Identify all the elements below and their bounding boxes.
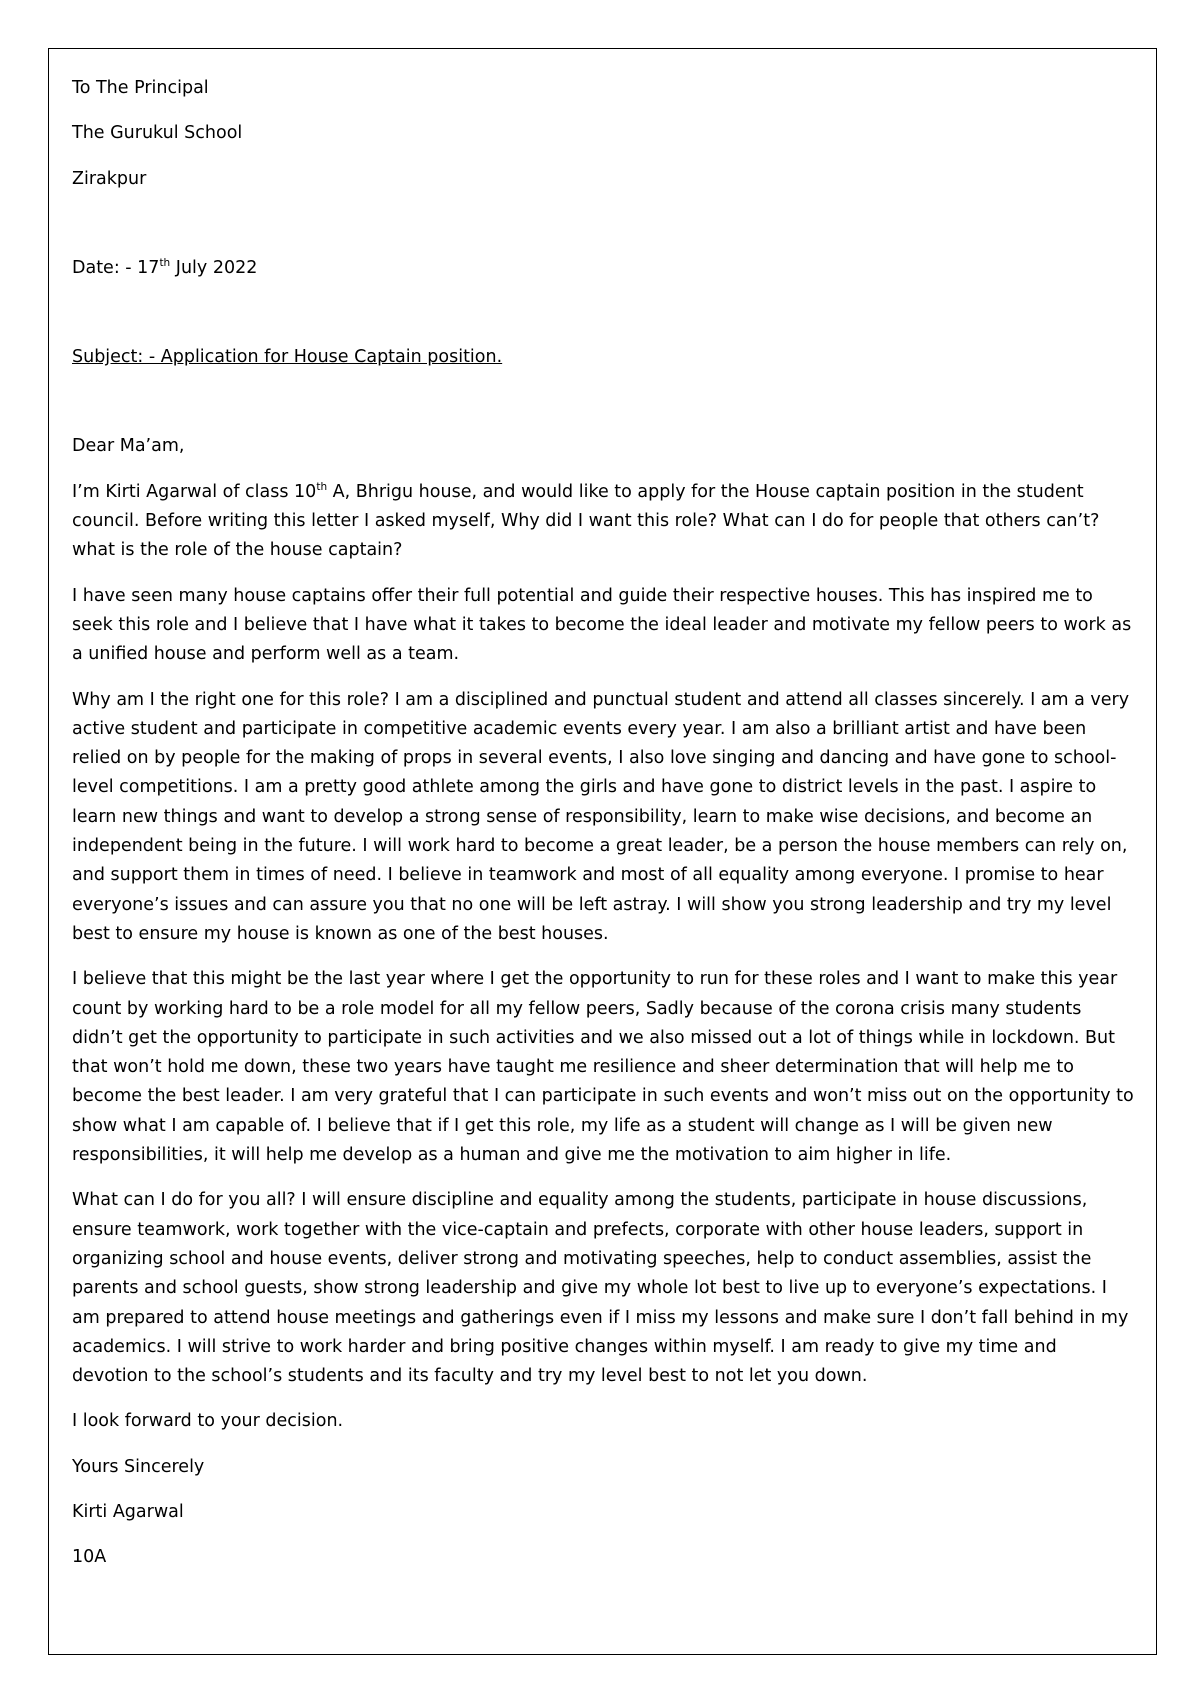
date-suffix: July 2022 xyxy=(170,257,258,278)
salutation: Dear Ma’am, xyxy=(72,436,185,457)
date-ordinal: th xyxy=(159,257,171,270)
signatory-name: Kirti Agarwal xyxy=(72,1501,184,1522)
signatory-class: 10A xyxy=(72,1547,107,1568)
paragraph-commitments: What can I do for you all? I will ensure discipline and equality among the students, participate in house discussions, ensure teamwork, work together with the vice-captain and prefects, corporate with other house leaders, support in organizing school and house events, deliver strong and motivating speeches, help to conduct assemblies, assist the parents and school guests, show strong leadership and give my whole lot best to live up to everyone’s expectations. I am prepared to attend house meetings and gatherings even if I miss my lessons and make sure I don’t fall behind in my academics. I will strive to work harder and bring positive changes within myself. I am ready to give my time and devotion to the school’s students and its faculty and try my level best to not let you down. xyxy=(72,1190,1129,1387)
paragraph-opportunity: I believe that this might be the last year where I get the opportunity to run for these roles and I want to make this year count by working hard to be a role model for all my fellow peers, Sadly because of the corona crisis many students didn’t get the opportunity to participate in such activities and we also missed out a lot of things while in lockdown. But that won’t hold me down, these two years have taught me resilience and sheer determination that will help me to become the best leader. I am very grateful that I can participate in such events and won’t miss out on the opportunity to show what I am capable of. I believe that if I get this role, my life as a student will change as I will be given new responsibilities, it will help me develop as a human and give me the motivation to aim higher in life. xyxy=(72,969,1134,1166)
paragraph-inspiration: I have seen many house captains offer their full potential and guide their respective houses. This has inspired me to seek this role and I believe that I have what it takes to become the ideal leader and motivate my fellow peers to work as a unified house and perform well as a team. xyxy=(72,585,1132,665)
intro-paragraph xyxy=(72,478,1134,566)
valediction: Yours Sincerely xyxy=(72,1456,205,1477)
closing-line: I look forward to your decision. xyxy=(72,1411,344,1432)
letter-date xyxy=(72,254,1134,283)
paragraph-qualifications: Why am I the right one for this role? I am a disciplined and punctual student and attend all classes sincerely. I am a very active student and participate in competitive academic events every year. I am also a brilliant artist and have been relied on by people for the making of props in several events, I also love singing and dancing and have gone to school-level competitions. I am a pretty good athlete among the girls and have gone to district levels in the past. I aspire to learn new things and want to develop a strong sense of responsibility, learn to make wise decisions, and become an independent being in the future. I will work hard to become a great leader, be a person the house members can rely on, and support them in times of need. I believe in teamwork and most of all equality among everyone. I promise to hear everyone’s issues and can assure you that no one will be left astray. I will show you strong leadership and try my level best to ensure my house is known as one of the best houses. xyxy=(72,689,1130,944)
recipient-title: To The Principal xyxy=(72,78,209,98)
intro-part2: A, Bhrigu house, and would like to apply for the House captain position in the student council. Before writing this letter I asked myself, Why did I want this role? What can I do for people that others can’t? what is the role of the house captain? xyxy=(72,481,1100,561)
letter-subject: Subject: - Application for House Captain position. xyxy=(72,347,503,368)
letter-body xyxy=(72,74,1134,1573)
date-prefix: Date: - 17 xyxy=(72,257,160,278)
intro-ordinal: th xyxy=(316,480,328,493)
recipient-school: The Gurukul School xyxy=(72,123,243,144)
recipient-city: Zirakpur xyxy=(72,168,147,189)
intro-part1: I’m Kirti Agarwal of class 10 xyxy=(72,481,317,502)
